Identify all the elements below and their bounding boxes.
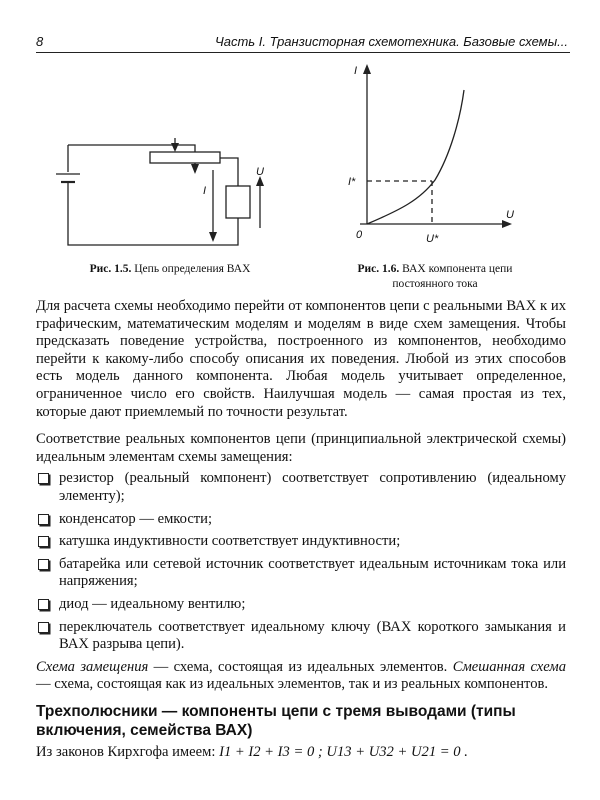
paragraph-2: Соответствие реальных компонентов цепи (принципиальной электрической схемы) идеальным элементам схемы замещения: bbox=[36, 431, 566, 465]
figure-1-5-caption bbox=[55, 262, 285, 277]
section-heading: Трехполюсники — компоненты цепи с тремя выводами (типы включения, семейства ВАХ) bbox=[36, 703, 516, 739]
checkbox-bullet-icon bbox=[38, 599, 49, 610]
axis-label-u: U bbox=[506, 209, 514, 221]
list-item: диод — идеальному вентилю; bbox=[36, 596, 566, 614]
i-star-label: I* bbox=[348, 176, 356, 188]
i-axis-arrowhead bbox=[363, 64, 371, 74]
list-item: катушка индуктивности соответствует индуктивности; bbox=[36, 533, 566, 551]
kirchhoff-line: Из законов Кирхгофа имеем: I1 + I2 + I3 = 0 ; U13 + U32 + U21 = 0 . bbox=[36, 744, 468, 760]
page-number: 8 bbox=[36, 34, 44, 49]
list-item: конденсатор — емкости; bbox=[36, 511, 566, 529]
component-box bbox=[226, 186, 250, 218]
rheostat bbox=[150, 152, 220, 163]
kirchhoff-formula: I1 + I2 + I3 = 0 ; U13 + U32 + U21 = 0 . bbox=[219, 744, 468, 760]
iv-curve bbox=[367, 90, 464, 224]
term-mixed-circuit: Смешанная схема bbox=[452, 658, 566, 675]
running-header bbox=[36, 32, 570, 53]
wiper-arrowhead bbox=[191, 164, 199, 174]
checkbox-bullet-icon bbox=[38, 536, 49, 547]
checkbox-bullet-icon bbox=[38, 514, 49, 525]
checkbox-bullet-icon bbox=[38, 622, 49, 633]
u-star-label: U* bbox=[426, 233, 439, 245]
axis-label-i: I bbox=[354, 65, 358, 77]
iv-curve-figure bbox=[340, 60, 520, 250]
caption-text: Цепь определения ВАХ bbox=[131, 263, 251, 275]
label-i: I bbox=[203, 185, 207, 197]
paragraph-3: Схема замещения — схема, состоящая из идеальных элементов. Смешанная схема — схема, состоящая как из идеальных элементов, так и из реальных компонентов. bbox=[36, 658, 566, 693]
circuit-diagram bbox=[50, 130, 290, 260]
checkbox-bullet-icon bbox=[38, 559, 49, 570]
slider-arrowhead bbox=[171, 143, 179, 152]
figure-1-6-caption bbox=[330, 262, 540, 292]
label-u: U bbox=[256, 166, 264, 178]
list-item: батарейка или сетевой источник соответствует идеальным источникам тока или напряжения; bbox=[36, 556, 566, 591]
caption-text: ВАХ компонента цепи постоянного тока bbox=[392, 263, 513, 290]
list-item: резистор (реальный компонент) соответствует сопротивлению (идеальному элементу); bbox=[36, 470, 566, 505]
bullet-list bbox=[36, 470, 566, 653]
list-item: переключатель соответствует идеальному ключу (ВАХ короткого замыкания и ВАХ разрыва цепи). bbox=[36, 619, 566, 654]
origin-label: 0 bbox=[356, 229, 363, 241]
caption-number: Рис. 1.5. bbox=[89, 263, 132, 275]
term-equivalent-circuit: Схема замещения bbox=[36, 658, 149, 675]
current-arrowhead bbox=[209, 232, 217, 242]
paragraph-1: Для расчета схемы необходимо перейти от компонентов цепи с реальными ВАХ к их графическим, математическим моделям и моделям в виде схем замещения. Чтобы предсказать поведение устройства, построенного из компонентов, необходимо перейти к какому-либо способу описания их поведения. Любой из этих способов есть модель данного компонента. Любая модель учитывает определенное, ограниченное число его свойств. Наилучшая модель — самая простая из тех, которые дают приемлемый по точности результат. bbox=[36, 298, 566, 420]
body-text bbox=[36, 298, 566, 694]
u-axis-arrowhead bbox=[502, 220, 512, 228]
caption-number: Рис. 1.6. bbox=[357, 263, 400, 275]
checkbox-bullet-icon bbox=[38, 473, 49, 484]
running-title: Часть I. Транзисторная схемотехника. Базовые схемы... bbox=[214, 34, 568, 49]
